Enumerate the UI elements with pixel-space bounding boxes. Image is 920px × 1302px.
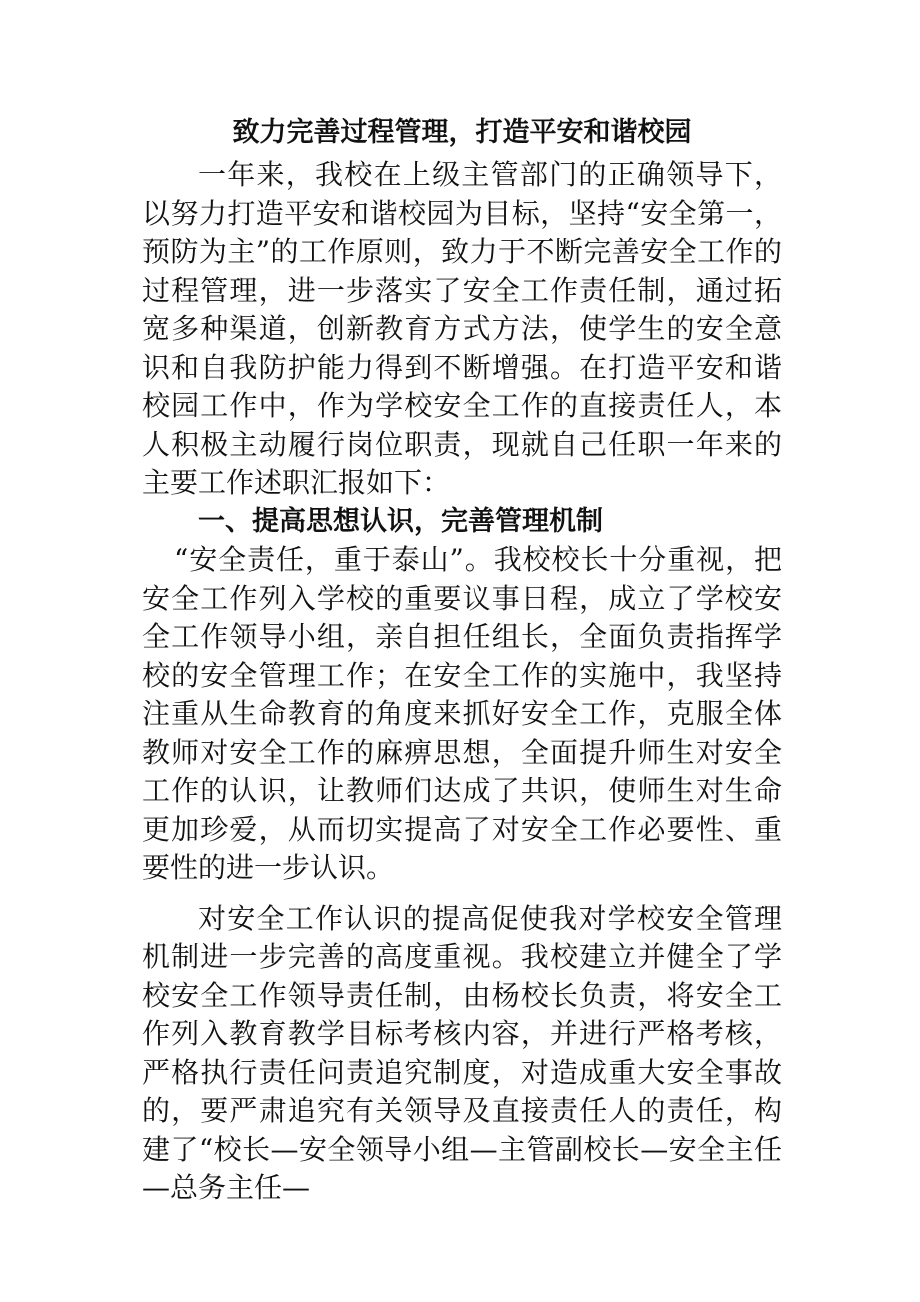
document-body: [142, 110, 782, 1208]
section-paragraph-2: 对安全工作认识的提高促使我对学校安全管理机制进一步完善的高度重视。我校建立并健全了学校安全工作领导责任制，由杨校长负责，将安全工作列入教育教学目标考核内容，并进行严格考核，严格执行责任问责追究制度，对造成重大安全事故的，要严肃追究有关领导及直接责任人的责任，构建了“校长—安全领导小组—主管副校长—安全主任—总务主任—: [142, 901, 782, 1204]
document-title: 致力完善过程管理，打造平安和谐校园: [232, 117, 692, 148]
section-paragraph-1: “安全责任，重于泰山”。我校校长十分重视，把安全工作列入学校的重要议事日程，成立了学校安全工作领导小组，亲自担任组长，全面负责指挥学校的安全管理工作；在安全工作的实施中，我坚持注重从生命教育的角度来抓好安全工作，克服全体教师对安全工作的麻痹思想，全面提升师生对安全工作的认识，让教师们达成了共识，使师生对生命更加珍爱，从而切实提高了对安全工作必要性、重要性的进一步认识。: [142, 543, 782, 884]
paragraph-gap: [142, 888, 782, 900]
section-heading: 一、提高思想认识，完善管理机制: [198, 505, 603, 537]
intro-paragraph: 一年来，我校在上级主管部门的正确领导下，以努力打造平安和谐校园为目标，坚持“安全第一，预防为主”的工作原则，致力于不断完善安全工作的过程管理，进一步落实了安全工作责任制，通过拓宽多种渠道，创新教育方式方法，使学生的安全意识和自我防护能力得到不断增强。在打造平安和谐校园工作中，作为学校安全工作的直接责任人，本人积极主动履行岗位职责，现就自己任职一年来的主要工作述职汇报如下：: [142, 158, 782, 499]
